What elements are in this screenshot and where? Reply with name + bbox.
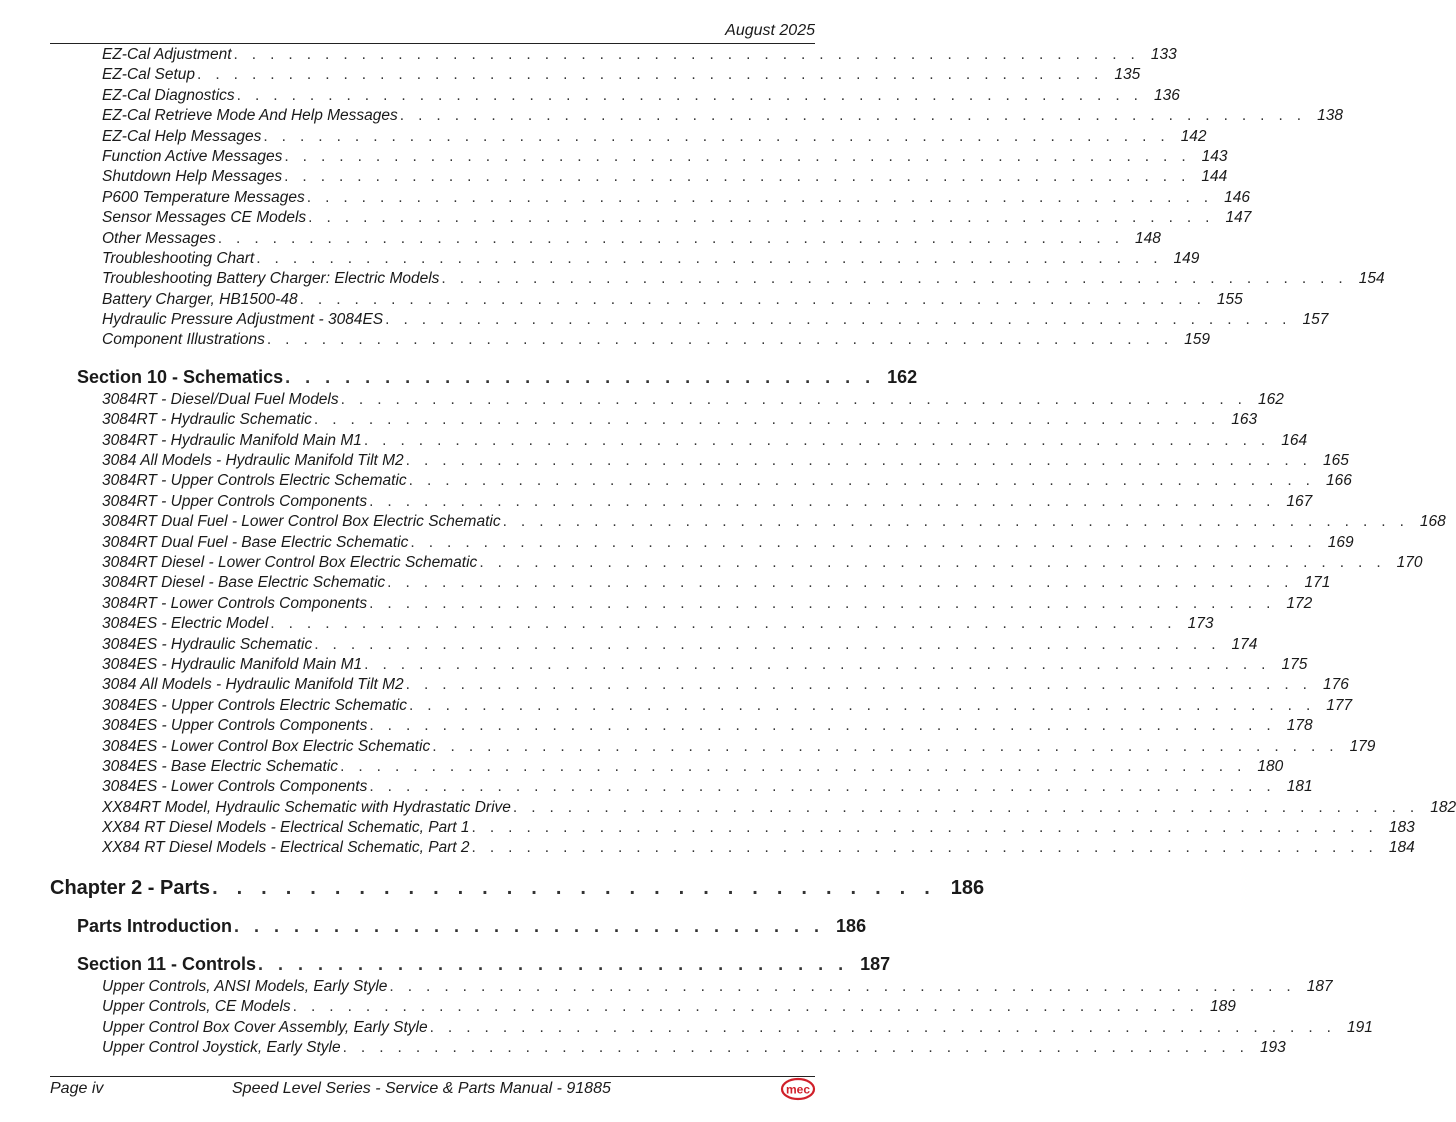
toc-entry[interactable]: [102, 977, 1333, 998]
dot-leader: ..............................: [258, 953, 859, 974]
toc-entry[interactable]: [102, 209, 1252, 229]
toc-entry-page: 191: [1346, 1018, 1373, 1036]
dot-leader: ..................................................: [270, 615, 1186, 633]
toc-entry[interactable]: [102, 1039, 1286, 1059]
dot-leader: ..................................................: [340, 757, 1256, 775]
dot-leader: ..................................................: [314, 635, 1230, 653]
toc-section-11-list: [0, 977, 1373, 1060]
toc-entry[interactable]: [102, 615, 1214, 635]
toc-entry-page: 165: [1322, 452, 1349, 470]
toc-entry-page: 173: [1187, 615, 1214, 633]
dot-leader: ..................................................: [364, 655, 1280, 673]
dot-leader: ..................................................: [308, 209, 1224, 227]
toc-entry-page: 164: [1281, 431, 1308, 449]
dot-leader: ..................................................: [263, 127, 1179, 145]
toc-entry[interactable]: [102, 229, 1161, 250]
toc-entry[interactable]: [102, 737, 1376, 758]
toc-section-10-list: [0, 390, 1456, 860]
toc-entry-page: 174: [1231, 635, 1258, 653]
toc-entry-page: 163: [1231, 411, 1258, 429]
mec-logo-icon: [781, 1078, 815, 1100]
toc-entry[interactable]: [102, 819, 1415, 839]
toc-entry-title: 3084ES - Base Electric Schematic: [102, 757, 339, 775]
toc-entry-page: 147: [1225, 209, 1252, 227]
toc-section-title: Parts Introduction: [77, 915, 233, 936]
dot-leader: ..................................................: [306, 188, 1223, 206]
toc-entry[interactable]: [102, 46, 1177, 66]
header-date: August 2025: [725, 22, 815, 39]
dot-leader: ..................................................: [441, 270, 1357, 288]
toc-entry-page: 133: [1150, 46, 1177, 63]
toc-section-title: Section 10 - Schematics: [77, 366, 284, 387]
toc-entry-title: EZ-Cal Retrieve Mode And Help Messages: [102, 107, 398, 125]
toc-entry-title: 3084ES - Upper Controls Electric Schematic: [102, 696, 407, 714]
dot-leader: ..................................................: [266, 331, 1183, 349]
toc-entry-title: 3084 All Models - Hydraulic Manifold Tilt M2: [102, 452, 404, 470]
toc-entry[interactable]: [102, 655, 1308, 676]
toc-entry[interactable]: [102, 290, 1243, 311]
toc-entry-page: 143: [1201, 147, 1228, 165]
toc-entry-page: 178: [1286, 717, 1313, 735]
toc-entry-page: 144: [1201, 168, 1228, 186]
toc-entry-title: XX84 RT Diesel Models - Electrical Schematic, Part 2: [102, 839, 470, 857]
toc-entry-title: Troubleshooting Battery Charger: Electric Models: [102, 270, 440, 288]
toc-entry[interactable]: [102, 574, 1331, 594]
dot-leader: ..................................................: [363, 431, 1280, 449]
toc-entry[interactable]: [102, 513, 1446, 533]
toc-entry-title: Battery Charger, HB1500-48: [102, 290, 298, 308]
toc-entry-title: 3084RT - Upper Controls Components: [102, 492, 368, 510]
toc-entry[interactable]: [102, 757, 1284, 778]
toc-section-11[interactable]: [77, 953, 891, 978]
toc-entry-title: EZ-Cal Diagnostics: [102, 86, 235, 104]
dot-leader: ..............................: [212, 876, 949, 899]
dot-leader: ..................................................: [389, 977, 1305, 995]
toc-entry-page: 183: [1388, 819, 1415, 837]
dot-leader: ..................................................: [399, 107, 1316, 125]
toc-entry-page: 172: [1286, 594, 1313, 612]
toc-entry[interactable]: [102, 472, 1352, 492]
toc-entry[interactable]: [102, 107, 1343, 127]
dot-leader: ..................................................: [432, 737, 1348, 755]
dot-leader: ..................................................: [471, 839, 1387, 857]
toc-entry-page: 181: [1286, 778, 1313, 796]
toc-entry-page: 175: [1281, 655, 1308, 673]
dot-leader: ..................................................: [256, 249, 1172, 267]
toc-section-page: 187: [860, 953, 891, 974]
toc-entry[interactable]: [102, 66, 1141, 86]
dot-leader: ..................................................: [408, 472, 1324, 490]
toc-entry[interactable]: [102, 311, 1329, 331]
toc-entry-page: 184: [1388, 839, 1415, 857]
toc-entry-title: 3084RT - Hydraulic Manifold Main M1: [102, 431, 362, 449]
toc-section-page: 162: [887, 366, 918, 387]
toc-entry-page: 155: [1216, 290, 1243, 308]
dot-leader: ..................................................: [387, 574, 1303, 592]
footer-document-title: Speed Level Series - Service & Parts Manual - 91885: [232, 1080, 611, 1097]
toc-entry-title: 3084ES - Hydraulic Schematic: [102, 635, 313, 653]
dot-leader: ..............................: [234, 915, 835, 936]
toc-entry-title: 3084ES - Lower Control Box Electric Schematic: [102, 737, 431, 755]
toc-entry[interactable]: [102, 635, 1258, 656]
toc-entry-page: 171: [1304, 574, 1331, 592]
toc-entry[interactable]: [102, 594, 1313, 615]
toc-entry-page: 180: [1257, 757, 1284, 775]
toc-entry-title: 3084ES - Electric Model: [102, 615, 269, 633]
dot-leader: ..................................................: [369, 717, 1285, 735]
toc-entry-page: 142: [1180, 127, 1207, 145]
dot-leader: ..................................................: [233, 46, 1149, 63]
toc-entry[interactable]: [102, 1018, 1373, 1039]
toc-entry[interactable]: [102, 717, 1313, 737]
dot-leader: ..................................................: [292, 998, 1208, 1016]
toc-entry[interactable]: [102, 533, 1354, 554]
toc-entry-page: 162: [1257, 390, 1284, 408]
toc-section-page: 186: [836, 915, 867, 936]
toc-entry-page: 136: [1153, 86, 1180, 104]
toc-entry-title: 3084RT - Hydraulic Schematic: [102, 411, 312, 429]
dot-leader: ..................................................: [410, 533, 1326, 551]
toc-entry-title: Function Active Messages: [102, 147, 283, 165]
toc-entry-page: 159: [1184, 331, 1211, 349]
dot-leader: ..................................................: [340, 390, 1256, 408]
toc-entry[interactable]: [102, 553, 1423, 574]
dot-leader: ..................................................: [408, 696, 1325, 714]
toc-entry-page: 189: [1210, 998, 1236, 1016]
toc-entry[interactable]: [102, 431, 1308, 452]
toc-entry-page: 166: [1326, 472, 1352, 490]
dot-leader: ..................................................: [369, 492, 1285, 510]
toc-entry-title: 3084RT Dual Fuel - Base Electric Schematic: [102, 533, 409, 551]
toc-entry-title: Hydraulic Pressure Adjustment - 3084ES: [102, 311, 384, 329]
dot-leader: ..................................................: [385, 311, 1301, 329]
toc-entry-page: 157: [1302, 311, 1329, 329]
toc-entry-title: EZ-Cal Help Messages: [102, 127, 262, 145]
header-rule: [50, 43, 815, 44]
toc-entry-title: 3084RT - Upper Controls Electric Schematic: [102, 472, 407, 490]
toc-entry[interactable]: [102, 147, 1228, 168]
toc-entry-page: 176: [1322, 676, 1349, 694]
toc-entry-title: 3084RT Dual Fuel - Lower Control Box Electric Schematic: [102, 513, 501, 531]
dot-leader: ..................................................: [284, 147, 1200, 165]
toc-entry[interactable]: [102, 168, 1228, 188]
table-of-contents: [0, 46, 1456, 1059]
toc-entry-title: EZ-Cal Setup: [102, 66, 196, 84]
dot-leader: ..................................................: [512, 798, 1429, 816]
toc-section-title: Section 11 - Controls: [77, 953, 257, 974]
dot-leader: ..................................................: [236, 86, 1152, 104]
toc-entry-page: 182: [1430, 798, 1456, 816]
dot-leader: ..................................................: [429, 1018, 1345, 1036]
toc-entry-title: 3084RT - Diesel/Dual Fuel Models: [102, 390, 339, 408]
toc-entry-page: 154: [1358, 270, 1385, 288]
toc-entry-title: Upper Control Box Cover Assembly, Early Style: [102, 1018, 428, 1036]
dot-leader: ..................................................: [284, 168, 1200, 186]
dot-leader: ..................................................: [197, 66, 1113, 84]
toc-entry-title: EZ-Cal Adjustment: [102, 46, 232, 63]
page-footer: [50, 1080, 815, 1102]
toc-section-10[interactable]: [77, 366, 918, 391]
toc-chapter-title: Chapter 2 - Parts: [50, 876, 211, 899]
toc-entry[interactable]: [102, 492, 1313, 513]
toc-entry-page: 149: [1173, 249, 1200, 267]
dot-leader: ..................................................: [369, 778, 1285, 796]
dot-leader: ..................................................: [502, 513, 1418, 531]
toc-entry[interactable]: [102, 331, 1211, 351]
toc-entry[interactable]: [102, 127, 1207, 148]
toc-entry-title: 3084RT Diesel - Base Electric Schematic: [102, 574, 386, 592]
footer-rule: [50, 1076, 815, 1077]
toc-entry[interactable]: [102, 249, 1200, 270]
toc-entry-page: 187: [1306, 977, 1333, 995]
toc-entry-page: 148: [1135, 229, 1161, 247]
toc-entry-title: 3084ES - Hydraulic Manifold Main M1: [102, 655, 363, 673]
toc-entry-page: 169: [1327, 533, 1354, 551]
toc-entry[interactable]: [102, 998, 1236, 1018]
toc-entry-page: 135: [1114, 66, 1141, 84]
toc-entry-title: 3084 All Models - Hydraulic Manifold Tilt M2: [102, 676, 404, 694]
toc-entry-page: 167: [1286, 492, 1313, 510]
toc-entry[interactable]: [102, 676, 1349, 696]
toc-entry-title: 3084RT - Lower Controls Components: [102, 594, 368, 612]
toc-entry-page: 177: [1326, 696, 1353, 714]
toc-entry-title: 3084ES - Upper Controls Components: [102, 717, 368, 735]
toc-entry-title: XX84RT Model, Hydraulic Schematic with Hydrastatic Drive: [102, 798, 511, 816]
toc-entry-title: Upper Controls, CE Models: [102, 998, 291, 1016]
toc-entry-title: Shutdown Help Messages: [102, 168, 283, 186]
dot-leader: ..................................................: [479, 553, 1395, 571]
toc-entry-page: 193: [1259, 1039, 1286, 1057]
toc-entry[interactable]: [102, 390, 1284, 411]
dot-leader: ..................................................: [313, 411, 1230, 429]
toc-entry[interactable]: [102, 270, 1385, 290]
toc-entry-page: 179: [1349, 737, 1376, 755]
dot-leader: ..................................................: [342, 1039, 1258, 1057]
toc-entry-title: XX84 RT Diesel Models - Electrical Schematic, Part 1: [102, 819, 470, 837]
toc-entry-title: Other Messages: [102, 229, 216, 247]
toc-entry-page: 138: [1317, 107, 1343, 125]
toc-chapter-2[interactable]: [50, 876, 985, 905]
toc-top-list: [0, 46, 1385, 352]
toc-entry[interactable]: [102, 696, 1353, 717]
toc-entry-page: 168: [1419, 513, 1446, 531]
toc-entry-page: 146: [1224, 188, 1250, 206]
dot-leader: ..............................: [285, 366, 886, 387]
toc-entry-title: 3084RT Diesel - Lower Control Box Electric Schematic: [102, 553, 478, 571]
dot-leader: ..................................................: [405, 676, 1321, 694]
toc-parts-introduction[interactable]: [77, 915, 867, 940]
toc-entry[interactable]: [102, 839, 1415, 859]
toc-entry[interactable]: [102, 798, 1456, 819]
svg-text:mec: mec: [785, 1082, 811, 1097]
toc-entry-title: Troubleshooting Chart: [102, 249, 255, 267]
toc-entry-title: P600 Temperature Messages: [102, 188, 305, 206]
dot-leader: ..................................................: [405, 452, 1321, 470]
toc-entry-title: Component Illustrations: [102, 331, 265, 349]
toc-chapter-page: 186: [950, 876, 985, 899]
toc-entry-title: Upper Control Joystick, Early Style: [102, 1039, 341, 1057]
dot-leader: ..................................................: [369, 594, 1285, 612]
toc-entry-title: Upper Controls, ANSI Models, Early Style: [102, 977, 388, 995]
dot-leader: ..................................................: [217, 229, 1134, 247]
toc-entry[interactable]: [102, 411, 1258, 431]
toc-entry[interactable]: [102, 778, 1313, 798]
toc-entry-page: 170: [1396, 553, 1423, 571]
toc-entry-title: Sensor Messages CE Models: [102, 209, 307, 227]
toc-entry[interactable]: [102, 452, 1349, 472]
toc-entry-title: 3084ES - Lower Controls Components: [102, 778, 368, 796]
footer-page-number: Page iv: [50, 1080, 104, 1097]
dot-leader: ..................................................: [299, 290, 1215, 308]
toc-entry[interactable]: [102, 188, 1250, 209]
dot-leader: ..................................................: [471, 819, 1387, 837]
toc-entry[interactable]: [102, 86, 1180, 107]
